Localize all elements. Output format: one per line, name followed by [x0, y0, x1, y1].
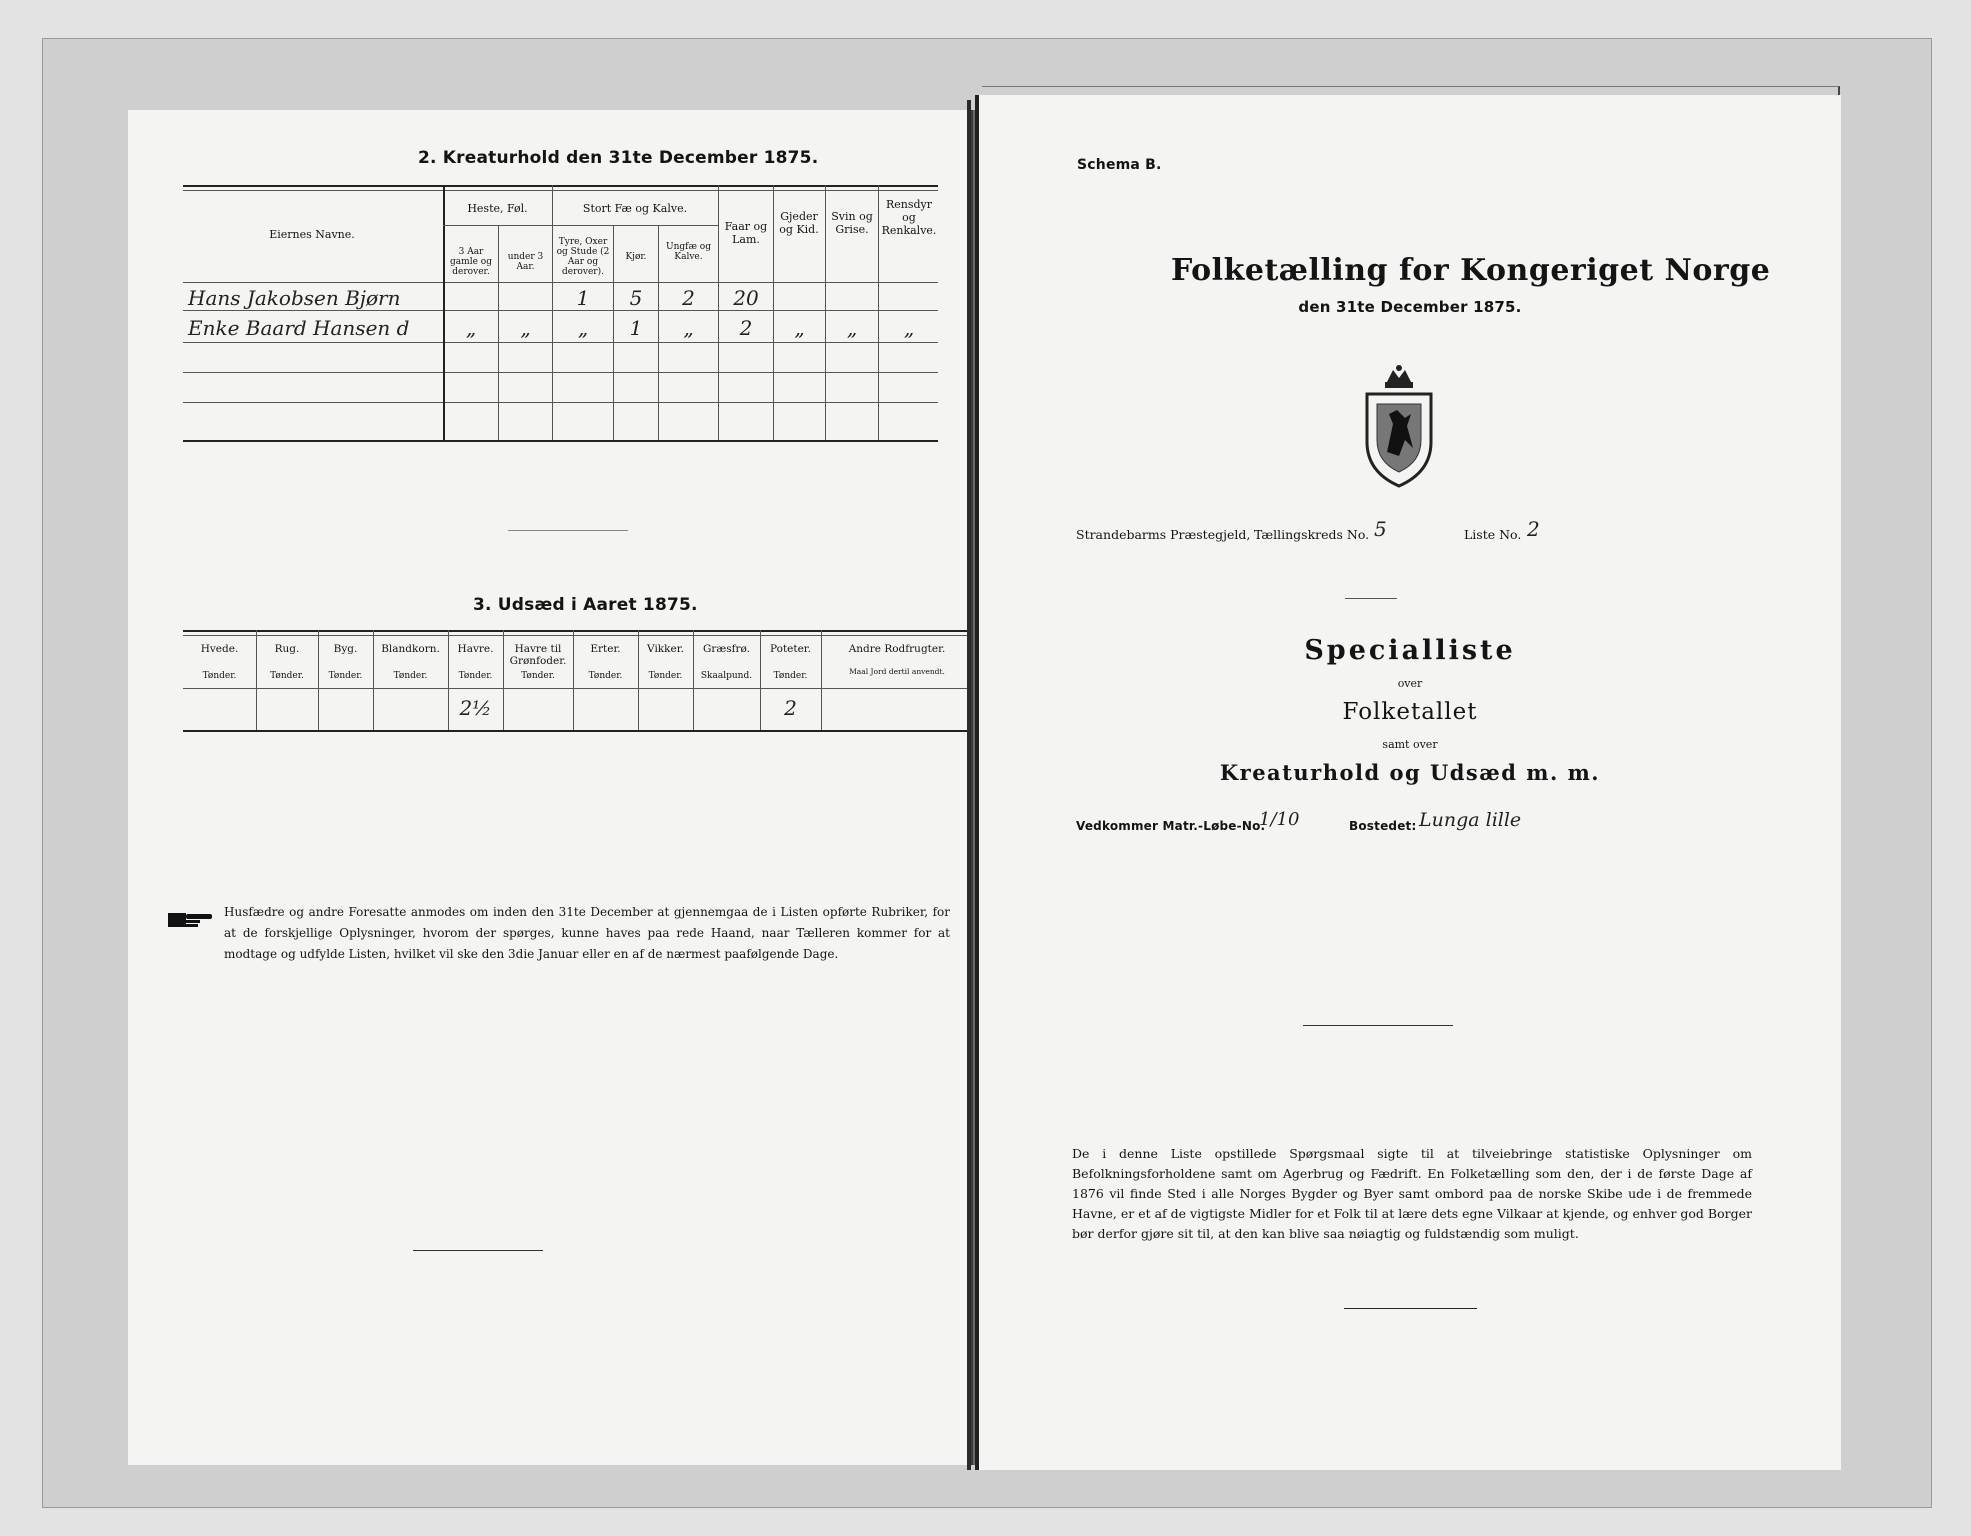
udsaed-col-unit: Tønder. — [202, 671, 237, 681]
separator — [508, 530, 628, 531]
udsaed-col-name: Græsfrø. — [702, 643, 751, 655]
table3-bottom-rule — [183, 730, 973, 732]
binding — [967, 100, 971, 1470]
udsaed-col-name: Poteter. — [769, 643, 812, 655]
col-header-svin: Svin og Grise. — [831, 210, 873, 236]
col-header-heste-young: under 3 Aar. — [507, 252, 544, 272]
coat-of-arms-icon — [1359, 360, 1439, 490]
separator — [413, 1250, 543, 1251]
specialliste-heading: Specialliste — [1304, 635, 1516, 666]
separator — [1344, 1308, 1477, 1309]
col-header-owner: Eiernes Navne. — [269, 228, 355, 241]
udsaed-col-unit: Tønder. — [773, 671, 808, 681]
table3-header-rule — [183, 688, 973, 689]
over-label: over — [1397, 677, 1423, 690]
cell-tyre: 1 — [576, 286, 590, 310]
matr-value: 1/10 — [1259, 809, 1300, 830]
col-header-kjor: Kjør. — [625, 252, 647, 262]
owner-name: Enke Baard Hansen d — [188, 316, 410, 340]
samt-over-label: samt over — [1382, 738, 1438, 751]
matr-label: Vedkommer Matr.-Løbe-No. — [1076, 819, 1266, 833]
udsaed-col-unit: Tønder. — [588, 671, 623, 681]
udsaed-col-name: Blandkorn. — [381, 643, 440, 655]
separator — [1345, 598, 1397, 599]
group-rule — [443, 225, 718, 226]
udsaed-col-name: Hvede. — [200, 643, 239, 655]
udsaed-value: 2½ — [459, 696, 492, 720]
cell-faar: 2 — [739, 316, 753, 340]
pointing-hand-icon — [168, 907, 216, 931]
col-header-ungfae: Ungfæ og Kalve. — [666, 242, 711, 262]
cell-rensdyr: „ — [903, 316, 915, 340]
liste-value: 2 — [1527, 517, 1540, 541]
col-divider — [443, 185, 445, 440]
col-divider — [718, 185, 719, 440]
cell-gjeder: „ — [794, 316, 805, 340]
udsaed-col-name: Havre til Grønfoder. — [509, 643, 567, 667]
udsaed-col-name: Andre Rodfrugter. — [848, 643, 946, 655]
cell-heste1: „ — [465, 316, 477, 340]
col-header-faar: Faar og Lam. — [724, 220, 768, 246]
cell-ungfae: 2 — [682, 286, 695, 310]
col-header-heste: Heste, Føl. — [467, 202, 528, 215]
udsaed-col-unit: Tønder. — [458, 671, 493, 681]
owner-name: Hans Jakobsen Bjørn — [188, 286, 401, 310]
left-page — [128, 110, 973, 1465]
cell-tyre: „ — [577, 316, 589, 340]
cell-kjor: 5 — [629, 286, 643, 310]
cell-svin: „ — [846, 316, 858, 340]
cell-heste2: „ — [520, 316, 531, 340]
liste-label: Liste No. — [1464, 527, 1522, 542]
kreds-label: Tællingskreds No. — [1254, 527, 1370, 542]
bosted-value: Lunga lille — [1419, 809, 1522, 831]
udsaed-col-unit: Tønder. — [393, 671, 428, 681]
udsaed-col-unit: Tønder. — [648, 671, 683, 681]
right-page — [975, 95, 1841, 1470]
folketallet-heading: Folketallet — [1342, 699, 1478, 725]
cell-faar: 20 — [733, 286, 759, 310]
udsaed-value: 2 — [784, 696, 797, 720]
section2-heading: 2. Kreaturhold den 31te December 1875. — [418, 148, 819, 168]
prestegjeld-label: Strandebarms Præstegjeld, — [1076, 527, 1251, 542]
instruction-notice: Husfædre og andre Foresatte anmodes om inden den 31te December at gjennemgaa de i Listen opførte Rubriker, for at de forskjellige Oplysninger, hvorom der spørges, kunne haves paa rede Haand, naar Tælleren kommer for at modtage og udfylde Listen, hvilket vil ske den 3die Januar eller en af de nærmest paafølgende Dage. — [224, 905, 950, 961]
col-header-rensdyr: Rensdyr og Renkalve. — [881, 198, 937, 237]
separator — [1303, 1025, 1453, 1026]
udsaed-col-unit: Tønder. — [270, 671, 304, 681]
col-header-tyre: Tyre, Oxer og Stude (2 Aar og derover). — [556, 237, 610, 277]
table3-top-rule — [183, 630, 973, 632]
udsaed-col-name: Rug. — [274, 643, 300, 655]
section3-heading: 3. Udsæd i Aaret 1875. — [473, 595, 698, 615]
udsaed-col-name: Erter. — [590, 643, 621, 655]
table3-top-rule-2 — [183, 635, 973, 636]
col-header-stort: Stort Fæ og Kalve. — [582, 202, 688, 215]
udsaed-col-name: Havre. — [457, 643, 494, 655]
col-header-heste-old: 3 Aar gamle og derover. — [450, 247, 492, 277]
cell-kjor: 1 — [629, 316, 643, 340]
kreaturhold-heading: Kreaturhold og Udsæd m. m. — [1219, 760, 1601, 785]
table2-bottom-rule — [183, 440, 938, 442]
col-header-gjeder: Gjeder og Kid. — [779, 210, 819, 236]
udsaed-col-unit: Tønder. — [521, 671, 555, 681]
udsaed-col-unit: Skaalpund. — [700, 671, 753, 681]
document-date: den 31te December 1875. — [1298, 298, 1522, 316]
col-divider — [552, 185, 553, 440]
kreds-value: 5 — [1374, 517, 1387, 541]
udsaed-col-unit: Tønder. — [328, 671, 363, 681]
bosted-label: Bostedet: — [1349, 819, 1417, 833]
udsaed-col-unit: Maal Jord dertil anvendt. — [849, 667, 945, 676]
purpose-paragraph: De i denne Liste opstillede Spørgsmaal sigte til at tilveiebringe statistiske Oplysninger om Befolkningsforholdene samt om Agerbrug og Fædrift. En Folketælling som den, der i de første Dage af 1876 vil finde Sted i alle Norges Bygder og Byer samt ombord paa de norske Skibe ude i de fremmede Havne, er et af de vigtigste Midler for et Folk til at lære dets egne Vilkaar at kjende, og enhver god Borger bør derfor gjøre sit til, at den kan blive saa nøiagtig og fuldstændig som muligt. — [1072, 1146, 1752, 1241]
udsaed-col-name: Byg. — [333, 643, 358, 655]
schema-label: Schema B. — [1077, 157, 1162, 173]
cell-ungfae: „ — [683, 316, 694, 340]
document-title: Folketælling for Kongeriget Norge — [1171, 253, 1771, 288]
udsaed-col-name: Vikker. — [647, 643, 684, 655]
